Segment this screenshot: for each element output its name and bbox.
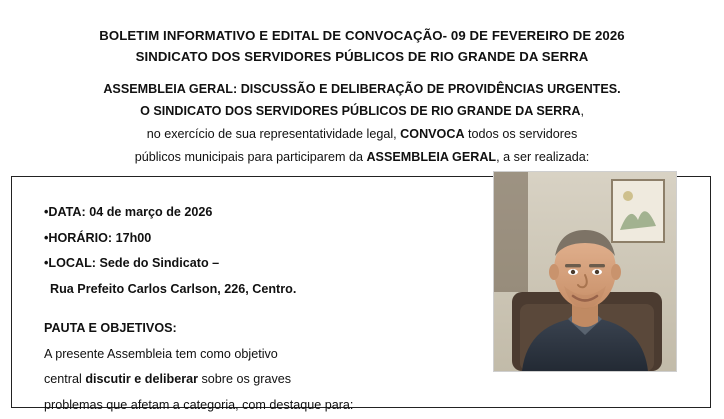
agenda-line-2-c: sobre os graves bbox=[198, 372, 292, 386]
header-line-1: BOLETIM INFORMATIVO E EDITAL DE CONVOCAÇÃO- 09 DE FEVEREIRO DE 2026 bbox=[99, 28, 625, 43]
spacer bbox=[44, 302, 484, 316]
agenda-line-2 bbox=[44, 367, 484, 393]
detail-time: •HORÁRIO: 17h00 bbox=[44, 230, 152, 245]
intro-line-1-tail: , bbox=[580, 104, 584, 118]
intro-line-3 bbox=[0, 146, 724, 169]
intro-convoca: CONVOCA bbox=[400, 127, 465, 141]
agenda-line-1: A presente Assembleia tem como objetivo bbox=[44, 346, 278, 361]
intro-line-3-a: públicos municipais para participarem da bbox=[134, 150, 367, 164]
detail-address: Rua Prefeito Carlos Carlson, 226, Centro. bbox=[50, 281, 297, 296]
portrait-photo bbox=[493, 171, 677, 372]
agenda-title: PAUTA E OBJETIVOS: bbox=[44, 321, 177, 335]
detail-place: •LOCAL: Sede do Sindicato – bbox=[44, 256, 220, 270]
document-header bbox=[0, 26, 724, 67]
subheading: ASSEMBLEIA GERAL: DISCUSSÃO E DELIBERAÇÃO DE PROVIDÊNCIAS URGENTES. bbox=[103, 82, 621, 96]
intro-line-1 bbox=[0, 100, 724, 123]
intro-line-2 bbox=[0, 123, 724, 146]
intro-paragraph bbox=[0, 100, 724, 169]
agenda-line-2-a: central bbox=[44, 372, 86, 386]
portrait-photo-image bbox=[494, 172, 676, 371]
agenda-emphasis: discutir e deliberar bbox=[85, 372, 198, 386]
intro-line-3-c: , a ser realizada: bbox=[496, 150, 590, 164]
intro-assembleia-geral: ASSEMBLEIA GERAL bbox=[366, 150, 497, 164]
assembly-details bbox=[44, 200, 484, 418]
header-line-2: SINDICATO DOS SERVIDORES PÚBLICOS DE RIO GRANDE DA SERRA bbox=[135, 49, 589, 64]
agenda-line-3: problemas que afetam a categoria, com destaque para: bbox=[44, 397, 354, 412]
intro-line-2-a: no exercício de sua representatividade legal, bbox=[146, 127, 401, 141]
detail-date: •DATA: 04 de março de 2026 bbox=[44, 205, 213, 219]
intro-line-2-c: todos os servidores bbox=[464, 127, 578, 141]
intro-org-name: O SINDICATO DOS SERVIDORES PÚBLICOS DE RIO GRANDE DA SERRA bbox=[140, 104, 581, 118]
